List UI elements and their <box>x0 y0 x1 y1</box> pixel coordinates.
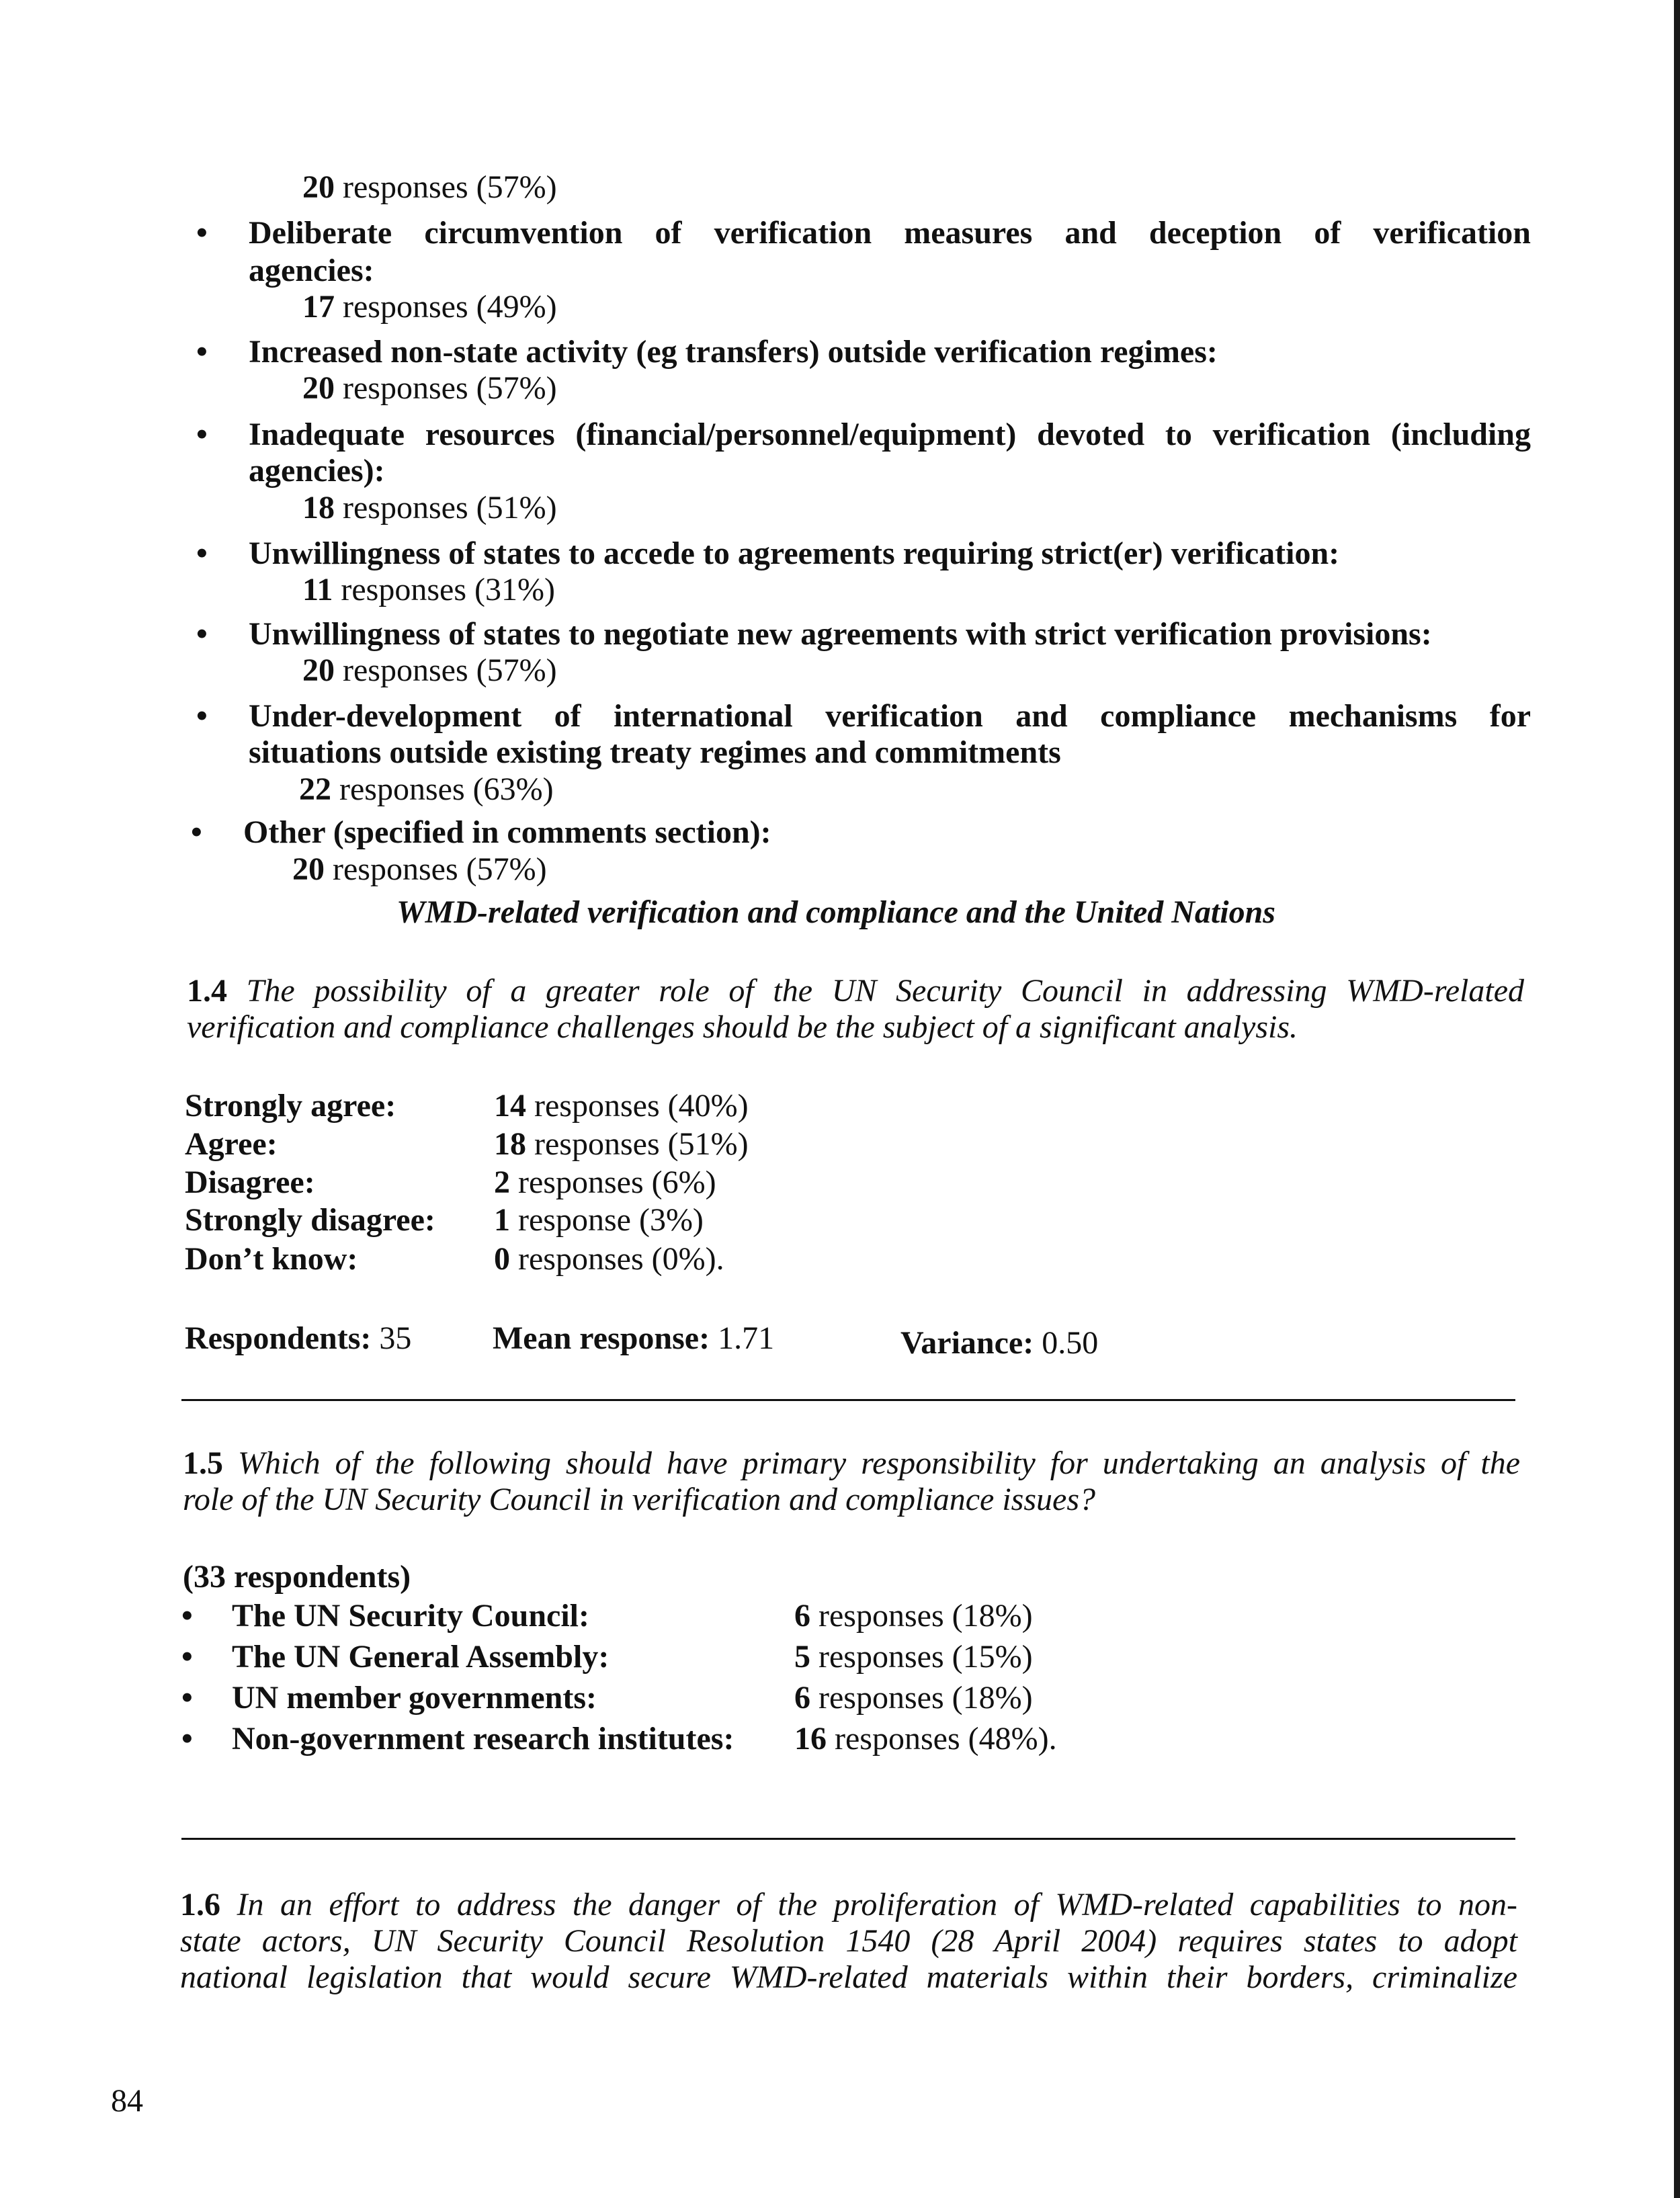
q13-option-4-label: • Unwillingness of states to accede to agreements requiring strict(er) verification: <box>249 534 1531 573</box>
q16-text-line2: state actors, UN Security Council Resolution 1540 (28 April 2004) requires states to adopt <box>180 1923 1517 1959</box>
q13-option-7-response: 20 responses (57%) <box>292 851 547 887</box>
bullet-icon: • <box>181 1598 193 1634</box>
q16-text-line1: 1.6 In an effort to address the danger of the proliferation of WMD-related capabilities to non- <box>180 1887 1518 1922</box>
section-divider <box>181 1838 1515 1840</box>
q14-mean: Mean response: 1.71 <box>493 1320 775 1356</box>
q14-answer-label: Strongly agree: <box>185 1088 396 1124</box>
q14-answer-label: Don’t know: <box>185 1241 358 1277</box>
bullet-icon: • <box>196 334 208 370</box>
q13-option-1-response: 17 responses (49%) <box>302 289 557 325</box>
bullet-icon: • <box>196 536 208 571</box>
page-number: 84 <box>111 2083 143 2119</box>
q14-respondents: Respondents: 35 <box>185 1320 412 1356</box>
q13-option-6-response: 22 responses (63%) <box>299 771 554 807</box>
q13-option-0-response: 20 responses (57%) <box>302 169 557 205</box>
q15-option-value: 5 responses (15%) <box>794 1639 1033 1675</box>
bullet-icon: • <box>191 814 202 850</box>
q13-option-4-response: 11 responses (31%) <box>302 572 555 607</box>
q13-option-2-label: • Increased non-state activity (eg transfers) outside verification regimes: <box>249 333 1531 372</box>
q14-answer-value: 2 responses (6%) <box>494 1165 716 1200</box>
bullet-icon: • <box>196 417 208 452</box>
q14-question-line2: verification and compliance challenges should be the subject of a significant analysis. <box>187 1009 1298 1045</box>
q13-option-5-response: 20 responses (57%) <box>302 652 557 688</box>
q13-option-1-label: • Deliberate circumvention of verification measures and deception of verification <box>249 214 1531 253</box>
q14-answer-value: 14 responses (40%) <box>494 1088 749 1124</box>
q15-option-label: The UN General Assembly: <box>232 1639 610 1675</box>
bullet-icon: • <box>196 698 208 734</box>
q15-option-value: 16 responses (48%). <box>794 1721 1057 1757</box>
q13-option-5-label: • Unwillingness of states to negotiate new agreements with strict verification provisions: <box>249 615 1531 654</box>
q15-question-line1: 1.5 Which of the following should have primary responsibility for undertaking an analysis of the <box>183 1445 1520 1481</box>
q13-option-7-label: • Other (specified in comments section): <box>243 813 1525 852</box>
bullet-icon: • <box>196 215 208 251</box>
q15-option-label: UN member governments: <box>232 1680 597 1716</box>
q13-option-3-label: • Inadequate resources (financial/personnel/equipment) devoted to verification (including <box>249 415 1531 454</box>
q15-option-value: 6 responses (18%) <box>794 1680 1033 1716</box>
q14-answer-value: 0 responses (0%). <box>494 1241 724 1277</box>
q13-option-6-label: • Under-development of international verification and compliance mechanisms for <box>249 697 1531 736</box>
bullet-icon: • <box>181 1680 193 1716</box>
bullet-icon: • <box>181 1721 193 1757</box>
bullet-icon: • <box>181 1639 193 1675</box>
q13-option-3-response: 18 responses (51%) <box>302 490 557 525</box>
q14-answer-label: Strongly disagree: <box>185 1202 435 1238</box>
q13-option-2-response: 20 responses (57%) <box>302 370 557 406</box>
q14-answer-value: 1 response (3%) <box>494 1202 704 1238</box>
bullet-icon: • <box>196 616 208 652</box>
q14-answer-value: 18 responses (51%) <box>494 1126 749 1162</box>
q13-option-1-label-cont: agencies: <box>249 253 374 288</box>
q13-option-3-label-cont: agencies): <box>249 453 385 489</box>
q14-answer-label: Disagree: <box>185 1165 315 1200</box>
q15-option-value: 6 responses (18%) <box>794 1598 1033 1634</box>
q15-question-line2: role of the UN Security Council in verification and compliance issues? <box>183 1482 1095 1517</box>
q15-option-label: Non-government research institutes: <box>232 1721 734 1757</box>
q14-question-line1: 1.4 The possibility of a greater role of the UN Security Council in addressing WMD-related <box>187 973 1525 1009</box>
section-heading: WMD-related verification and compliance and the United Nations <box>396 894 1275 930</box>
q15-respondents-note: (33 respondents) <box>183 1559 411 1595</box>
page-edge-shadow <box>1674 0 1680 2198</box>
q16-text-line3: national legislation that would secure WMD-related materials within their borders, criminalize <box>180 1959 1517 1995</box>
q14-variance: Variance: 0.50 <box>900 1325 1099 1361</box>
q13-option-6-label-cont: situations outside existing treaty regimes and commitments <box>249 734 1061 770</box>
q14-answer-label: Agree: <box>185 1126 278 1162</box>
section-divider <box>181 1399 1515 1401</box>
q15-option-label: The UN Security Council: <box>232 1598 589 1634</box>
